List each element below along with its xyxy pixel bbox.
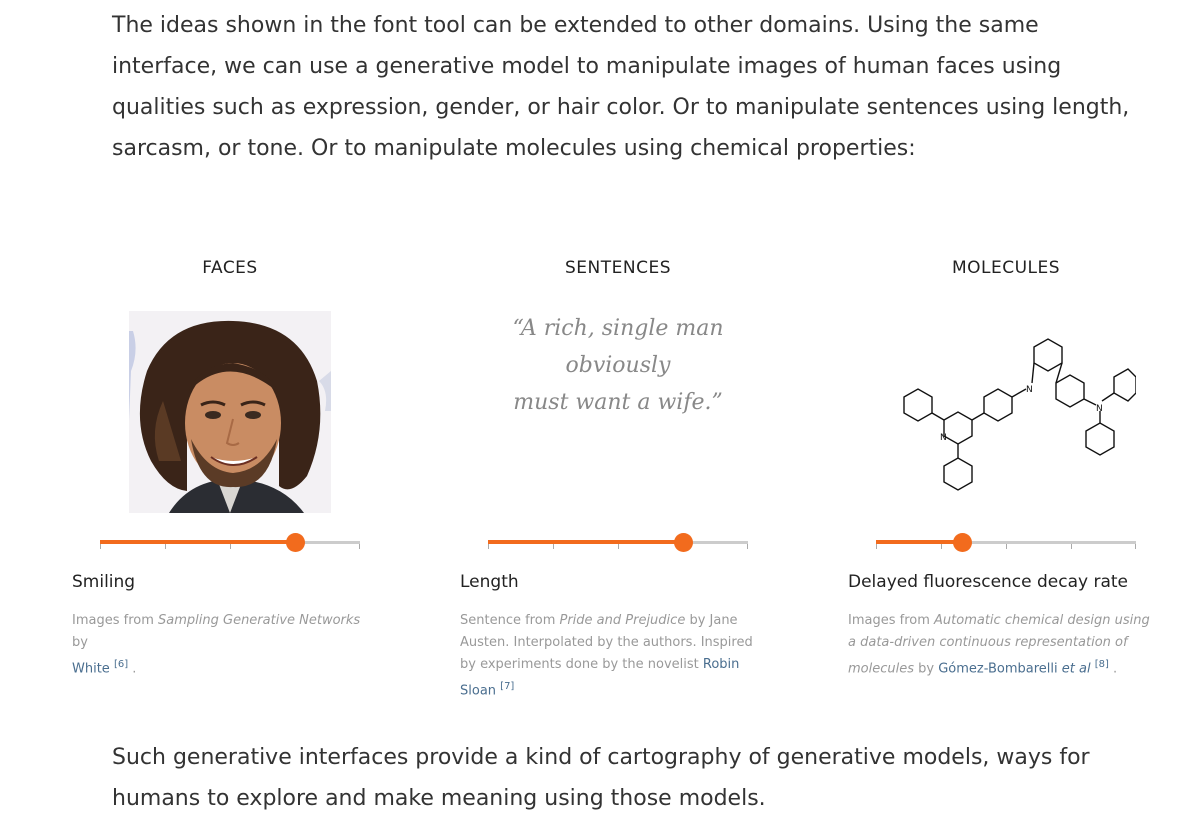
caption-title: Automatic chemical design using a data-driven continuous representation of molecules — [848, 613, 1150, 677]
molecule-diagram — [874, 325, 1136, 515]
link-text-italic: et al — [1061, 661, 1091, 677]
atom-label: N — [1096, 404, 1103, 414]
quote-line: “A rich, single man obviously — [512, 316, 724, 378]
faces-parameter-label: Smiling — [72, 572, 136, 592]
atom-label: N — [940, 433, 947, 443]
sentences-caption — [460, 610, 765, 702]
slider-tick — [553, 544, 554, 549]
quote-line: must want a wife.” — [513, 390, 723, 415]
faces-caption — [72, 610, 377, 680]
gomez-bombarelli-link[interactable] — [938, 661, 1090, 676]
faces-visual — [70, 310, 390, 515]
link-text: Gómez-Bombarelli — [938, 661, 1062, 677]
reference-6[interactable]: [6] — [113, 659, 129, 670]
sentences-parameter-label: Length — [460, 572, 519, 592]
slider-thumb[interactable] — [953, 533, 972, 552]
fluorescence-slider[interactable] — [876, 533, 1136, 553]
faces-title: FACES — [202, 258, 258, 278]
atom-label: N — [1026, 385, 1033, 395]
molecules-parameter-label: Delayed fluorescence decay rate — [848, 572, 1129, 592]
length-slider[interactable] — [488, 533, 748, 553]
caption-text: Images from — [72, 613, 159, 628]
robin-sloan-link[interactable]: Robin Sloan — [460, 657, 740, 699]
slider-thumb[interactable] — [286, 533, 305, 552]
quote-text — [458, 310, 778, 421]
caption-title: Pride and Prejudice — [559, 613, 686, 628]
slider-tick — [941, 544, 942, 549]
molecules-column — [846, 250, 1166, 690]
slider-fill — [876, 540, 962, 544]
smiling-slider[interactable] — [100, 533, 360, 553]
reference-8[interactable]: [8] — [1094, 659, 1109, 670]
caption-text: . — [1108, 661, 1118, 677]
molecules-visual — [846, 310, 1166, 515]
caption-text: Images from — [848, 613, 935, 628]
faces-column — [70, 250, 390, 690]
slider-tick — [876, 544, 877, 549]
molecules-caption — [848, 610, 1153, 680]
slider-tick — [488, 544, 489, 549]
slider-tick — [1006, 544, 1007, 549]
caption-text: by — [914, 661, 939, 677]
sentences-column — [458, 250, 778, 699]
caption-text: . — [128, 661, 137, 677]
slider-tick — [1135, 544, 1136, 549]
caption-text: by — [72, 635, 88, 650]
slider-tick — [747, 544, 748, 549]
slider-tick — [100, 544, 101, 549]
sentences-visual — [458, 310, 778, 515]
caption-title: Sampling Generative Networks — [158, 613, 361, 628]
reference-7[interactable]: [7] — [500, 681, 515, 692]
slider-tick — [230, 544, 231, 549]
sentences-title: SENTENCES — [565, 258, 671, 278]
slider-thumb[interactable] — [674, 533, 693, 552]
caption-text: by Jane Austen. Interpolated by the authors. Inspired by experiments done by the novelist — [460, 613, 753, 672]
slider-fill — [100, 540, 295, 544]
white-link[interactable]: White — [72, 661, 110, 677]
caption-text: Sentence from — [460, 613, 560, 628]
outro-paragraph: Such generative interfaces provide a kind of cartography of generative models, ways for humans to explore and make meaning using those models. — [112, 745, 1090, 811]
slider-tick — [1071, 544, 1072, 549]
intro-paragraph: The ideas shown in the font tool can be extended to other domains. Using the same interface, we can use a generative model to manipulate images of human faces using qualities such as expression, gender, or hair color. Or to manipulate sentences using length, sarcasm, or tone. Or to manipulate molecules using chemical properties: — [112, 13, 1130, 161]
molecules-title: MOLECULES — [951, 258, 1061, 278]
slider-tick — [165, 544, 166, 549]
slider-tick — [618, 544, 619, 549]
slider-tick — [359, 544, 360, 549]
face-image — [129, 311, 331, 513]
slider-fill — [488, 540, 683, 544]
